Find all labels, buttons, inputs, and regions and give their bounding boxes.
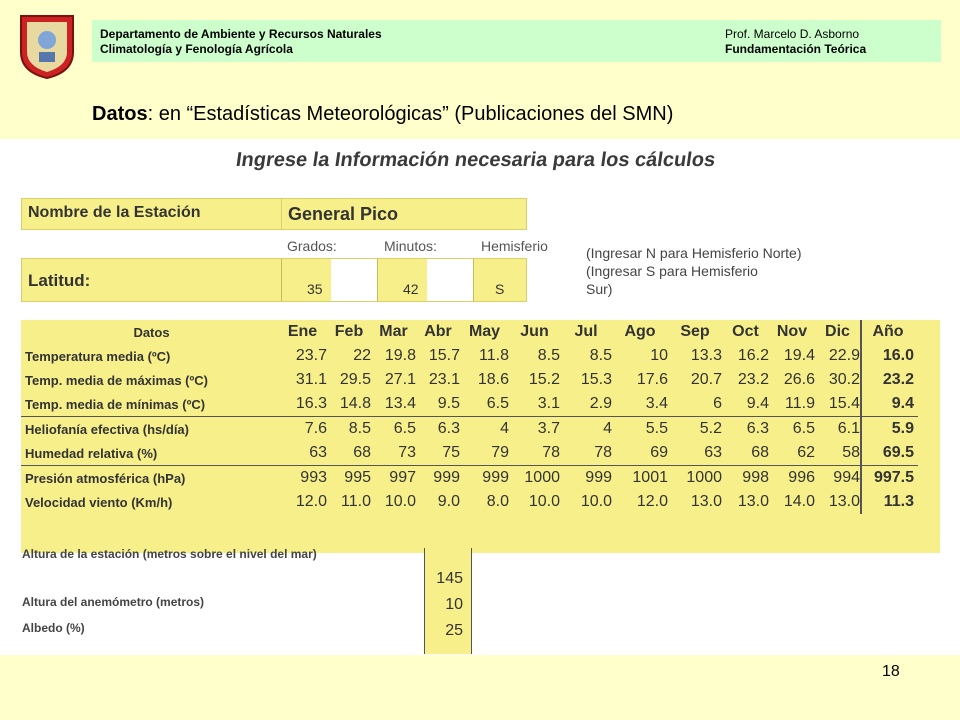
station-value: General Pico [288,204,399,224]
month-header: Oct [732,323,759,340]
albedo-label: Albedo (%) [22,621,85,635]
data-cell: 13.0 [828,493,860,510]
data-cell: 1000 [686,469,722,486]
data-cell: 4 [500,420,509,437]
note-line: (Ingresar N para Hemisferio Norte) [586,245,802,261]
data-cell: 63 [309,444,327,461]
professor-name: Prof. Marcelo D. Asborno [725,27,860,41]
data-cell: 997 [389,469,416,486]
scanned-spreadsheet [0,139,960,655]
data-cell: 9.5 [437,395,460,412]
year-value: 5.9 [861,417,918,442]
data-cell: 29.5 [339,371,371,388]
year-value: 23.2 [861,368,918,392]
row-label: Humedad relativa (%) [25,445,158,461]
data-cell: 11.8 [479,347,509,364]
row-label: Heliofanía efectiva (hs/día) [25,421,189,437]
data-cell: 30.2 [828,371,860,388]
data-cell: 7.6 [304,420,327,437]
data-cell: 8.5 [589,347,612,364]
row-label: Temp. media de mínimas (ºC) [25,396,206,412]
latitude-label: Latitud: [28,271,91,290]
table-row [21,466,918,491]
data-cell: 3.1 [537,395,560,412]
data-cell: 18.6 [477,371,509,388]
data-cell: 1001 [632,469,668,486]
header-right [725,27,866,57]
data-cell: 5.2 [699,420,722,437]
hemisphere-note [586,244,802,298]
month-header: Nov [776,323,808,340]
data-cell: 13.0 [690,493,722,510]
data-cell: 62 [797,444,815,461]
title-rest: : en “Estadísticas Meteorológicas” (Publicaciones del SMN) [147,103,674,125]
table-row [21,392,918,417]
data-cell: 999 [433,469,460,486]
data-cell: 15.4 [828,395,860,412]
climate-data-table [21,320,918,514]
data-cell: 23.2 [737,371,769,388]
slide-header [92,20,941,62]
note-line: Sur) [586,281,613,297]
course-name: Climatología y Fenología Agrícola [100,42,293,56]
month-header: Dic [825,323,850,340]
row-label: Temp. media de máximas (ºC) [25,372,208,388]
year-value: 16.0 [861,344,918,368]
data-cell: 69 [650,444,668,461]
month-header: Sep [680,323,710,340]
data-cell: 994 [833,469,860,486]
station-params-column [424,548,472,654]
year-value: 69.5 [861,441,918,466]
data-cell: 13.3 [690,347,722,364]
month-header: Ene [287,323,318,340]
data-cell: 995 [344,469,371,486]
data-cell: 3.4 [645,395,668,412]
station-row [21,198,527,230]
month-header: Feb [334,323,364,340]
data-cell: 996 [788,469,815,486]
table-header-row [21,320,918,344]
latitude-degrees: 35 [307,281,323,297]
anemometer-value: 10 [445,596,463,613]
month-header: Jul [574,323,598,340]
month-header: Abr [424,323,452,340]
data-cell: 6.5 [393,420,416,437]
data-cell: 75 [442,444,460,461]
data-cell: 14.8 [339,395,371,412]
data-cell: 19.8 [384,347,416,364]
altitude-label: Altura de la estación (metros sobre el nivel del mar) [22,547,317,561]
month-header: Ago [624,323,656,340]
department-name: Departamento de Ambiente y Recursos Naturales [100,27,382,41]
data-cell: 13.4 [384,395,416,412]
data-cell: 9.4 [746,395,769,412]
data-cell: 6.3 [437,420,460,437]
data-cell: 15.2 [528,371,560,388]
data-cell: 26.6 [783,371,815,388]
data-cell: 11.0 [341,493,371,510]
row-label: Presión atmosférica (hPa) [25,470,186,486]
title-keyword: Datos [92,103,148,125]
data-cell: 11.9 [785,395,815,412]
data-cell: 4 [603,420,612,437]
latitude-hemisphere: S [495,281,505,297]
albedo-value: 25 [445,622,463,639]
data-cell: 19.4 [783,347,815,364]
data-cell: 78 [594,444,612,461]
data-cell: 63 [704,444,722,461]
year-value: 11.3 [861,490,918,514]
data-cell: 10.0 [580,493,612,510]
anemometer-label: Altura del anemómetro (metros) [22,595,205,609]
data-cell: 22.9 [828,347,860,364]
table-row [21,417,918,442]
data-cell: 14.0 [783,493,815,510]
data-cell: 8.5 [537,347,560,364]
data-cell: 16.3 [295,395,327,412]
data-cell: 12.0 [295,493,327,510]
row-label: Velocidad viento (Km/h) [25,494,173,510]
year-value: 997.5 [861,466,918,491]
table-row [21,344,918,368]
year-value: 9.4 [861,392,918,417]
data-cell: 68 [751,444,769,461]
table-row [21,490,918,514]
altitude-value: 145 [436,570,463,587]
topic-name: Fundamentación Teórica [725,42,867,56]
page-number: 18 [882,663,900,680]
data-cell: 2.9 [589,395,612,412]
table-row [21,441,918,466]
data-cell: 999 [585,469,612,486]
note-line: (Ingresar S para Hemisferio [586,263,758,279]
data-cell: 17.6 [636,371,668,388]
table-row [21,368,918,392]
month-header: Jun [520,323,549,340]
grados-header: Grados: [287,238,337,254]
row-label: Temperatura media (ºC) [25,348,171,364]
data-cell: 9.0 [437,493,460,510]
data-cell: 10 [650,347,668,364]
year-header: Año [861,320,918,344]
data-cell: 22 [353,347,371,364]
data-cell: 23.1 [428,371,460,388]
data-cell: 73 [398,444,416,461]
form-heading: Ingrese la Información necesaria para los cálculos [234,149,717,171]
data-cell: 998 [742,469,769,486]
data-cell: 6.1 [837,420,860,437]
data-cell: 6.5 [792,420,815,437]
station-label: Nombre de la Estación [28,204,201,221]
university-seal-logo [17,12,77,80]
header-left [100,27,382,57]
data-cell: 15.3 [580,371,612,388]
data-cell: 15.7 [428,347,460,364]
data-cell: 68 [353,444,371,461]
data-cell: 78 [542,444,560,461]
month-header: Mar [379,323,408,340]
slide-title [92,103,673,126]
data-cell: 13.0 [737,493,769,510]
hemisferio-header: Hemisferio [481,238,548,254]
data-cell: 27.1 [384,371,416,388]
latitude-minutes: 42 [403,281,419,297]
data-cell: 999 [482,469,509,486]
data-cell: 8.5 [348,420,371,437]
data-cell: 10.0 [384,493,416,510]
data-cell: 31.1 [295,371,327,388]
data-cell: 6.3 [746,420,769,437]
data-cell: 58 [842,444,860,461]
data-cell: 8.0 [486,493,509,510]
data-cell: 12.0 [636,493,668,510]
data-cell: 10.0 [528,493,560,510]
month-header: May [468,323,501,340]
minutos-header: Minutos: [384,238,437,254]
row-header-label: Datos [133,324,170,340]
data-cell: 6.5 [486,395,509,412]
data-cell: 3.7 [537,420,560,437]
data-cell: 20.7 [690,371,722,388]
data-cell: 6 [713,395,722,412]
data-cell: 23.7 [295,347,327,364]
data-cell: 16.2 [737,347,769,364]
data-cell: 1000 [524,469,560,486]
data-cell: 993 [300,469,327,486]
data-cell: 79 [491,444,509,461]
latitude-row [21,258,527,302]
data-cell: 5.5 [645,420,668,437]
